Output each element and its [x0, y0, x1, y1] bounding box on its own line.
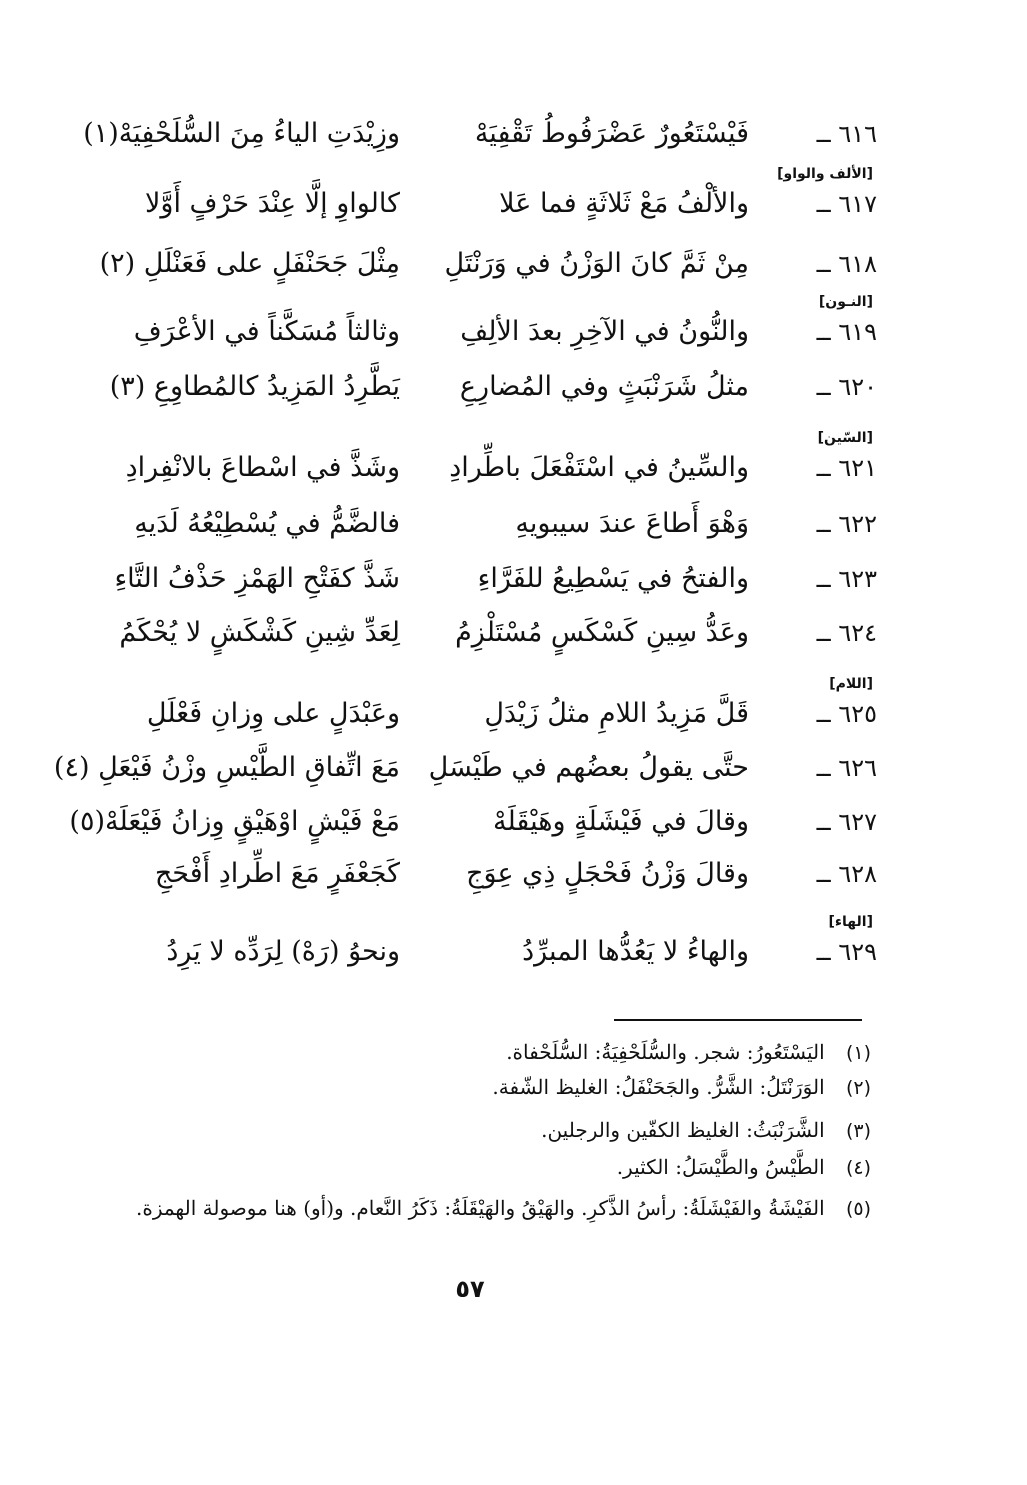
verse-second-hemistich: شَذَّ كفَتْحِ الهَمْزِ حَذْفُ التَّاءِ	[114, 563, 400, 594]
verse-line	[60, 617, 877, 663]
verse-number: ٦١٩ ــ	[816, 318, 877, 346]
section-heading-alif-waw: [الألف والواو]	[777, 166, 873, 182]
verse-first-hemistich: والفتحُ في يَسْطِيعُ للفَرَّاءِ	[477, 563, 749, 594]
verse-second-hemistich: ونحوُ (رَهْ) لِرَدِّه لا يَرِدُ	[166, 936, 400, 967]
verse-line	[60, 936, 877, 982]
verse-first-hemistich: وقالَ في فَيْشَلَةٍ وهَيْقَلَهْ	[493, 806, 749, 837]
verse-second-hemistich: وشَذَّ في اسْطاعَ بالانْفِرادِ	[125, 452, 400, 483]
footnote-text: اليَسْتَعُورُ: شجر. والسُّلَحْفِيَةُ: السُّلَحْفاة.	[506, 1040, 825, 1064]
footnote-text: الشَّرَنْبَثُ: الغليظ الكفّين والرجلين.	[541, 1118, 825, 1142]
footnote-marker: (٣)	[845, 1120, 871, 1142]
verse-first-hemistich: مِنْ ثَمَّ كانَ الوَزْنُ في وَرَنْتَلِ	[444, 248, 749, 279]
section-heading-lam: [اللام]	[829, 676, 873, 692]
verse-second-hemistich: مِثْلَ جَحَنْفَلٍ على فَعَنْلَلِ (٢)	[99, 248, 400, 279]
footnote	[506, 1040, 871, 1070]
verse-number: ٦١٨ ــ	[816, 250, 877, 278]
footnote	[492, 1075, 871, 1105]
verse-first-hemistich: والألْفُ مَعْ ثَلاثَةٍ فما عَلا	[499, 188, 749, 219]
footnote-marker: (٤)	[845, 1157, 871, 1179]
verse-second-hemistich: يَطَّرِدُ المَزِيدُ كالمُطاوِعِ (٣)	[109, 371, 400, 402]
verse-second-hemistich: وعَبْدَلٍ على وِزانِ فَعْلَلِ	[146, 698, 400, 729]
verse-second-hemistich: لِعَدِّ شِينِ كَشْكَشٍ لا يُحْكَمُ	[119, 617, 400, 648]
verse-first-hemistich: وقالَ وَزْنُ فَحْجَلٍ ذِي عِوَجِ	[466, 858, 749, 889]
page-number: ٥٧	[455, 1275, 485, 1303]
verse-number: ٦٢٨ ــ	[816, 860, 877, 888]
verse-first-hemistich: وَهْوَ أَطاعَ عندَ سيبويهِ	[515, 508, 749, 539]
verse-first-hemistich: فَيْسْتَعُورٌ عَضْرَفُوطُ تَقْفِيَهْ	[474, 118, 749, 149]
section-heading-nun: [النـون]	[818, 294, 873, 310]
verse-first-hemistich: مثلُ شَرَنْبَثٍ وفي المُضارِعِ	[459, 371, 749, 402]
verse-second-hemistich: وزِيْدَتِ الياءُ مِنَ السُّلَحْفِيَهْ(١)	[83, 118, 400, 149]
section-heading-ha: [الهاء]	[828, 914, 873, 930]
verse-first-hemistich: والنُّونُ في الآخِرِ بعدَ الألِفِ	[460, 316, 749, 347]
verse-second-hemistich: كالواوِ إلَّا عِنْدَ حَرْفٍ أَوَّلا	[145, 188, 400, 219]
verse-second-hemistich: مَعَ اتِّفاقِ الطَّيْسِ وزْنُ فَيْعَلِ (٤)	[53, 752, 400, 783]
verse-first-hemistich: قَلَّ مَزِيدُ اللامِ مثلُ زَيْدَلِ	[484, 698, 749, 729]
verse-first-hemistich: والسِّينُ في اسْتَفْعَلَ باطِّرادِ	[449, 452, 749, 483]
verse-number: ٦٢١ ــ	[816, 454, 877, 482]
footnote	[617, 1155, 871, 1185]
footnote-text: الفَيْشَةُ والفَيْشَلَةُ: رأسُ الذَّكرِ. والهَيْقُ والهَيْقَلَةُ: ذَكَرُ النَّعام. و(أو) هنا موصولة الهمزة.	[135, 1196, 825, 1220]
verse-second-hemistich: كَجَعْفَرٍ مَعَ اطِّرادِ أَفْحَجِ	[154, 858, 400, 889]
verse-second-hemistich: وثالثاً مُسَكَّناً في الأعْرَفِ	[133, 316, 400, 347]
footnote-text: الوَرَنْتَلُ: الشَّرُّ. والجَحَنْفَلُ: الغليظ الشّفة.	[492, 1075, 825, 1099]
footnote	[136, 1196, 871, 1226]
verse-number: ٦١٧ ــ	[816, 190, 877, 218]
footnote-text: الطَّيْسُ والطَّيْسَلُ: الكثير.	[616, 1155, 825, 1179]
verse-second-hemistich: مَعْ فَيْشٍ اوْهَيْقٍ وِزانُ فَيْعَلَهْ(٥)	[69, 806, 400, 837]
verse-line	[60, 698, 877, 744]
footnote	[541, 1118, 871, 1148]
verse-number: ٦٢٦ ــ	[816, 754, 877, 782]
verse-number: ٦٢٠ ــ	[816, 373, 877, 401]
footnote-marker: (٢)	[845, 1077, 871, 1099]
verse-line	[60, 858, 877, 904]
verse-number: ٦٢٤ ــ	[816, 619, 877, 647]
verse-line	[60, 371, 877, 417]
verse-line	[53, 752, 877, 798]
verse-number: ٦٢٣ ــ	[816, 565, 877, 593]
verse-first-hemistich: وعَدُّ سِينِ كَسْكَسٍ مُسْتَلْزِمُ	[455, 617, 749, 648]
verse-line	[60, 118, 877, 164]
footnote-marker: (١)	[845, 1042, 871, 1064]
footnote-separator	[614, 1019, 862, 1021]
verse-number: ٦٢٢ ــ	[816, 510, 877, 538]
verse-line	[60, 563, 877, 609]
verse-number: ٦١٦ ــ	[816, 120, 877, 148]
verse-first-hemistich: والهاءُ لا يَعُدُّها المبرِّدُ	[522, 936, 749, 967]
verse-line	[60, 248, 877, 294]
verse-line	[60, 508, 877, 554]
verse-line	[60, 188, 877, 234]
footnote-marker: (٥)	[845, 1198, 871, 1220]
verse-number: ٦٢٧ ــ	[816, 808, 877, 836]
verse-line	[60, 316, 877, 362]
verse-number: ٦٢٥ ــ	[816, 700, 877, 728]
verse-line	[60, 452, 877, 498]
section-heading-sin: [السّين]	[817, 430, 873, 446]
verse-second-hemistich: فالضَّمُّ في يُسْطِيْعُهُ لَدَيهِ	[134, 508, 400, 539]
verse-number: ٦٢٩ ــ	[816, 938, 877, 966]
verse-line	[60, 806, 877, 852]
verse-first-hemistich: حتَّى يقولُ بعضُهم في طَيْسَلِ	[428, 752, 749, 783]
